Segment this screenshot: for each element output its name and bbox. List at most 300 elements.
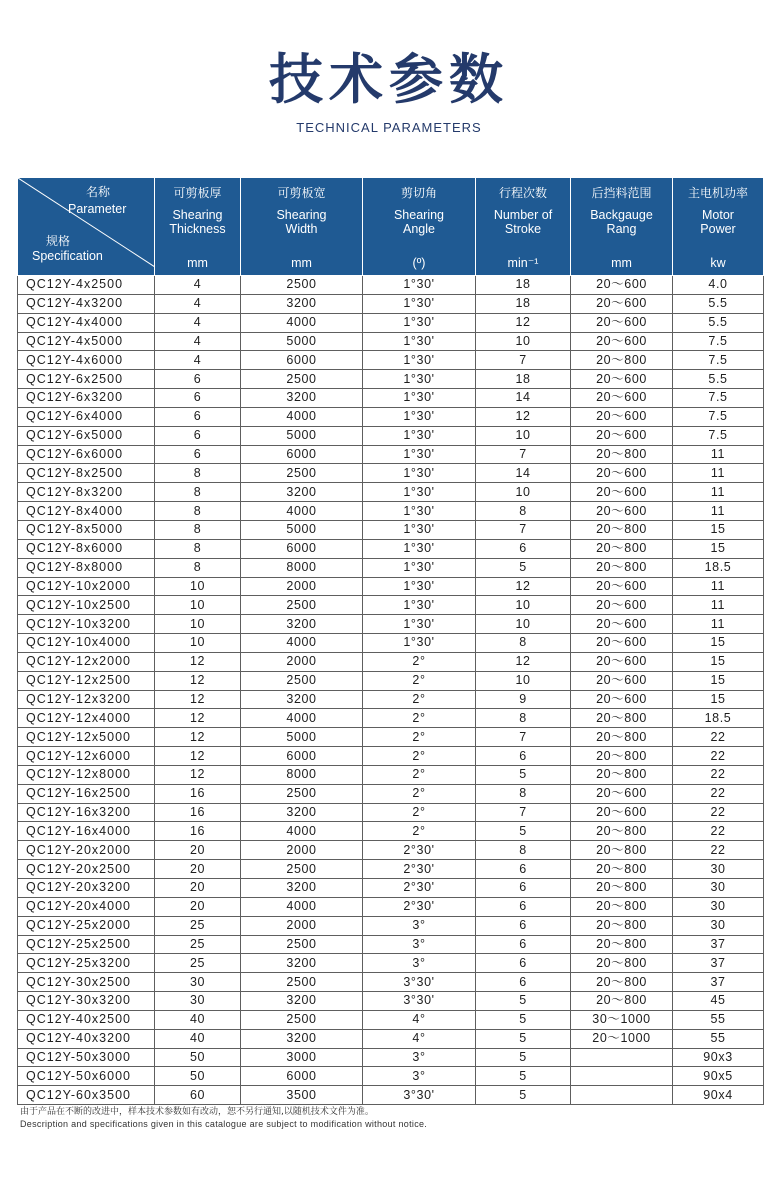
table-row	[18, 558, 764, 577]
width-cell: 2500	[241, 1010, 363, 1029]
width-cell: 3200	[241, 954, 363, 973]
table-row	[18, 502, 764, 521]
table-row	[18, 765, 764, 784]
width-cell: 2500	[241, 596, 363, 615]
angle-cell: 1°30'	[363, 332, 476, 351]
header-parameter-en: Parameter	[68, 202, 127, 216]
backgauge-cell: 20～600	[571, 577, 673, 596]
thickness-cell: 4	[155, 294, 241, 313]
header-label-cn: 行程次数	[498, 186, 547, 200]
stroke-cell: 7	[476, 445, 571, 464]
table-row	[18, 709, 764, 728]
angle-cell: 2°	[363, 784, 476, 803]
thickness-cell: 16	[155, 803, 241, 822]
angle-cell: 2°30'	[363, 841, 476, 860]
header-label-cn: 主电机功率	[687, 186, 748, 200]
angle-cell: 2°	[363, 652, 476, 671]
power-cell: 18.5	[673, 558, 764, 577]
model-cell: QC12Y-40x3200	[18, 1029, 155, 1048]
table-row	[18, 577, 764, 596]
backgauge-cell: 20～600	[571, 784, 673, 803]
power-cell: 37	[673, 973, 764, 992]
thickness-cell: 25	[155, 916, 241, 935]
table-row	[18, 483, 764, 502]
model-cell: QC12Y-8x3200	[18, 483, 155, 502]
thickness-cell: 6	[155, 370, 241, 389]
thickness-cell: 12	[155, 709, 241, 728]
stroke-cell: 10	[476, 671, 571, 690]
model-cell: QC12Y-50x3000	[18, 1048, 155, 1067]
table-row	[18, 803, 764, 822]
stroke-cell: 12	[476, 652, 571, 671]
thickness-cell: 8	[155, 558, 241, 577]
table-row	[18, 860, 764, 879]
header-unit: mm	[187, 256, 208, 270]
backgauge-cell	[571, 1067, 673, 1086]
stroke-cell: 6	[476, 879, 571, 898]
model-cell: QC12Y-10x3200	[18, 615, 155, 634]
thickness-cell: 50	[155, 1067, 241, 1086]
stroke-cell: 5	[476, 1067, 571, 1086]
table-row	[18, 954, 764, 973]
angle-cell: 3°30'	[363, 1086, 476, 1105]
thickness-cell: 16	[155, 822, 241, 841]
width-cell: 2000	[241, 577, 363, 596]
header-motor-power	[673, 178, 764, 276]
header-label-cn: 剪切角	[400, 186, 437, 200]
backgauge-cell: 20～600	[571, 464, 673, 483]
width-cell: 2500	[241, 784, 363, 803]
table-row	[18, 1086, 764, 1105]
power-cell: 30	[673, 916, 764, 935]
power-cell: 5.5	[673, 294, 764, 313]
backgauge-cell	[571, 1048, 673, 1067]
table-body	[18, 276, 764, 1105]
width-cell: 2500	[241, 276, 363, 295]
model-cell: QC12Y-10x4000	[18, 634, 155, 653]
table-row	[18, 690, 764, 709]
power-cell: 22	[673, 784, 764, 803]
thickness-cell: 12	[155, 747, 241, 766]
thickness-cell: 20	[155, 897, 241, 916]
width-cell: 8000	[241, 765, 363, 784]
angle-cell: 2°	[363, 728, 476, 747]
thickness-cell: 8	[155, 483, 241, 502]
power-cell: 11	[673, 483, 764, 502]
power-cell: 4.0	[673, 276, 764, 295]
backgauge-cell: 20～800	[571, 520, 673, 539]
width-cell: 2500	[241, 370, 363, 389]
table-row	[18, 879, 764, 898]
model-cell: QC12Y-6x3200	[18, 389, 155, 408]
stroke-cell: 14	[476, 464, 571, 483]
model-cell: QC12Y-16x3200	[18, 803, 155, 822]
thickness-cell: 40	[155, 1010, 241, 1029]
model-cell: QC12Y-6x6000	[18, 445, 155, 464]
width-cell: 4000	[241, 502, 363, 521]
width-cell: 3200	[241, 992, 363, 1011]
angle-cell: 2°30'	[363, 897, 476, 916]
power-cell: 22	[673, 728, 764, 747]
table-row	[18, 747, 764, 766]
table-row	[18, 652, 764, 671]
stroke-cell: 7	[476, 803, 571, 822]
power-cell: 22	[673, 747, 764, 766]
backgauge-cell: 20～600	[571, 803, 673, 822]
backgauge-cell: 20～800	[571, 935, 673, 954]
angle-cell: 1°30'	[363, 596, 476, 615]
model-cell: QC12Y-25x2500	[18, 935, 155, 954]
stroke-cell: 5	[476, 822, 571, 841]
power-cell: 37	[673, 935, 764, 954]
table-header-row	[18, 178, 764, 276]
angle-cell: 1°30'	[363, 558, 476, 577]
page-subtitle: TECHNICAL PARAMETERS	[296, 120, 482, 135]
thickness-cell: 6	[155, 426, 241, 445]
stroke-cell: 18	[476, 370, 571, 389]
model-cell: QC12Y-30x3200	[18, 992, 155, 1011]
thickness-cell: 10	[155, 615, 241, 634]
header-shearing-width	[241, 178, 363, 276]
table-row	[18, 992, 764, 1011]
technical-parameters-table-wrap	[17, 177, 763, 1105]
stroke-cell: 10	[476, 483, 571, 502]
angle-cell: 3°30'	[363, 973, 476, 992]
model-cell: QC12Y-20x2500	[18, 860, 155, 879]
stroke-cell: 6	[476, 747, 571, 766]
thickness-cell: 12	[155, 652, 241, 671]
width-cell: 3200	[241, 294, 363, 313]
angle-cell: 3°	[363, 935, 476, 954]
disclaimer-cn: 由于产品在不断的改进中，样本技术参数如有改动，恕不另行通知,以随机技术文件为准。	[20, 1107, 374, 1117]
model-cell: QC12Y-8x2500	[18, 464, 155, 483]
power-cell: 30	[673, 860, 764, 879]
backgauge-cell: 20～800	[571, 916, 673, 935]
table-row	[18, 728, 764, 747]
table-row	[18, 464, 764, 483]
backgauge-cell: 20～800	[571, 445, 673, 464]
angle-cell: 1°30'	[363, 445, 476, 464]
width-cell: 4000	[241, 822, 363, 841]
angle-cell: 1°30'	[363, 577, 476, 596]
header-label-en: Motor Power	[700, 208, 736, 236]
table-row	[18, 1048, 764, 1067]
power-cell: 22	[673, 841, 764, 860]
stroke-cell: 6	[476, 539, 571, 558]
header-unit: mm	[291, 256, 312, 270]
thickness-cell: 8	[155, 520, 241, 539]
header-label-en: Shearing Width	[276, 208, 327, 236]
stroke-cell: 5	[476, 992, 571, 1011]
model-cell: QC12Y-12x6000	[18, 747, 155, 766]
thickness-cell: 4	[155, 332, 241, 351]
power-cell: 15	[673, 671, 764, 690]
model-cell: QC12Y-8x8000	[18, 558, 155, 577]
thickness-cell: 20	[155, 860, 241, 879]
power-cell: 22	[673, 803, 764, 822]
stroke-cell: 6	[476, 916, 571, 935]
thickness-cell: 6	[155, 407, 241, 426]
model-cell: QC12Y-12x4000	[18, 709, 155, 728]
header-unit: min⁻¹	[507, 256, 539, 270]
width-cell: 2500	[241, 860, 363, 879]
backgauge-cell: 20～600	[571, 615, 673, 634]
backgauge-cell: 20～600	[571, 389, 673, 408]
table-row	[18, 1010, 764, 1029]
technical-parameters-table	[17, 177, 764, 1105]
power-cell: 37	[673, 954, 764, 973]
width-cell: 6000	[241, 351, 363, 370]
thickness-cell: 12	[155, 671, 241, 690]
model-cell: QC12Y-12x3200	[18, 690, 155, 709]
header-label-en: Shearing Thickness	[169, 208, 226, 236]
thickness-cell: 20	[155, 879, 241, 898]
table-row	[18, 1067, 764, 1086]
stroke-cell: 5	[476, 1029, 571, 1048]
page-title: 技术参数	[269, 48, 509, 111]
backgauge-cell: 20～600	[571, 502, 673, 521]
power-cell: 15	[673, 690, 764, 709]
angle-cell: 3°	[363, 1067, 476, 1086]
table-row	[18, 445, 764, 464]
model-cell: QC12Y-8x6000	[18, 539, 155, 558]
header-label-en: Backgauge Rang	[590, 208, 653, 236]
thickness-cell: 40	[155, 1029, 241, 1048]
table-row	[18, 634, 764, 653]
model-cell: QC12Y-40x2500	[18, 1010, 155, 1029]
thickness-cell: 8	[155, 539, 241, 558]
header-unit: kw	[710, 256, 726, 270]
header-number-of-stroke	[476, 178, 571, 276]
stroke-cell: 5	[476, 1010, 571, 1029]
table-row	[18, 897, 764, 916]
width-cell: 6000	[241, 747, 363, 766]
stroke-cell: 10	[476, 596, 571, 615]
power-cell: 11	[673, 596, 764, 615]
power-cell: 55	[673, 1029, 764, 1048]
stroke-cell: 5	[476, 1086, 571, 1105]
model-cell: QC12Y-4x4000	[18, 313, 155, 332]
header-unit: (º)	[412, 256, 426, 270]
backgauge-cell: 20～600	[571, 671, 673, 690]
width-cell: 4000	[241, 313, 363, 332]
table-row	[18, 276, 764, 295]
thickness-cell: 16	[155, 784, 241, 803]
model-cell: QC12Y-12x5000	[18, 728, 155, 747]
width-cell: 3200	[241, 389, 363, 408]
width-cell: 4000	[241, 407, 363, 426]
model-cell: QC12Y-12x2500	[18, 671, 155, 690]
stroke-cell: 10	[476, 615, 571, 634]
power-cell: 18.5	[673, 709, 764, 728]
power-cell: 7.5	[673, 407, 764, 426]
angle-cell: 2°30'	[363, 860, 476, 879]
backgauge-cell: 20～800	[571, 954, 673, 973]
table-row	[18, 539, 764, 558]
model-cell: QC12Y-8x4000	[18, 502, 155, 521]
thickness-cell: 30	[155, 973, 241, 992]
width-cell: 2000	[241, 841, 363, 860]
angle-cell: 2°30'	[363, 879, 476, 898]
backgauge-cell: 20～600	[571, 652, 673, 671]
stroke-cell: 9	[476, 690, 571, 709]
angle-cell: 1°30'	[363, 351, 476, 370]
backgauge-cell: 20～800	[571, 747, 673, 766]
backgauge-cell: 20～600	[571, 407, 673, 426]
thickness-cell: 20	[155, 841, 241, 860]
angle-cell: 2°	[363, 747, 476, 766]
backgauge-cell: 20～600	[571, 426, 673, 445]
angle-cell: 2°	[363, 690, 476, 709]
power-cell: 5.5	[673, 370, 764, 389]
header-backgauge-rang	[571, 178, 673, 276]
power-cell: 15	[673, 634, 764, 653]
thickness-cell: 10	[155, 577, 241, 596]
backgauge-cell: 20～600	[571, 294, 673, 313]
table-row	[18, 294, 764, 313]
power-cell: 11	[673, 615, 764, 634]
angle-cell: 1°30'	[363, 634, 476, 653]
thickness-cell: 10	[155, 634, 241, 653]
table-row	[18, 407, 764, 426]
header-label-en: Shearing Angle	[393, 208, 445, 236]
stroke-cell: 6	[476, 860, 571, 879]
power-cell: 5.5	[673, 313, 764, 332]
angle-cell: 3°30'	[363, 992, 476, 1011]
width-cell: 2000	[241, 916, 363, 935]
stroke-cell: 8	[476, 634, 571, 653]
angle-cell: 1°30'	[363, 313, 476, 332]
model-cell: QC12Y-4x2500	[18, 276, 155, 295]
model-cell: QC12Y-12x2000	[18, 652, 155, 671]
table-row	[18, 935, 764, 954]
power-cell: 7.5	[673, 332, 764, 351]
stroke-cell: 7	[476, 728, 571, 747]
power-cell: 11	[673, 577, 764, 596]
header-label-cn: 可剪板厚	[173, 186, 222, 200]
table-row	[18, 916, 764, 935]
table-row	[18, 596, 764, 615]
width-cell: 4000	[241, 634, 363, 653]
width-cell: 8000	[241, 558, 363, 577]
angle-cell: 1°30'	[363, 483, 476, 502]
stroke-cell: 6	[476, 935, 571, 954]
angle-cell: 1°30'	[363, 294, 476, 313]
width-cell: 2500	[241, 671, 363, 690]
power-cell: 90x5	[673, 1067, 764, 1086]
table-row	[18, 313, 764, 332]
angle-cell: 1°30'	[363, 407, 476, 426]
stroke-cell: 8	[476, 502, 571, 521]
power-cell: 55	[673, 1010, 764, 1029]
angle-cell: 2°	[363, 709, 476, 728]
width-cell: 3200	[241, 690, 363, 709]
backgauge-cell: 20～600	[571, 634, 673, 653]
power-cell: 22	[673, 765, 764, 784]
model-cell: QC12Y-8x5000	[18, 520, 155, 539]
angle-cell: 2°	[363, 803, 476, 822]
angle-cell: 2°	[363, 765, 476, 784]
power-cell: 7.5	[673, 426, 764, 445]
width-cell: 3200	[241, 803, 363, 822]
backgauge-cell: 20～1000	[571, 1029, 673, 1048]
power-cell: 15	[673, 652, 764, 671]
table-row	[18, 520, 764, 539]
model-cell: QC12Y-6x5000	[18, 426, 155, 445]
stroke-cell: 7	[476, 351, 571, 370]
power-cell: 30	[673, 879, 764, 898]
angle-cell: 1°30'	[363, 520, 476, 539]
stroke-cell: 12	[476, 407, 571, 426]
power-cell: 30	[673, 897, 764, 916]
width-cell: 5000	[241, 426, 363, 445]
thickness-cell: 12	[155, 690, 241, 709]
power-cell: 11	[673, 464, 764, 483]
model-cell: QC12Y-4x5000	[18, 332, 155, 351]
model-cell: QC12Y-50x6000	[18, 1067, 155, 1086]
backgauge-cell: 20～800	[571, 841, 673, 860]
backgauge-cell: 20～800	[571, 728, 673, 747]
power-cell: 11	[673, 445, 764, 464]
model-cell: QC12Y-20x2000	[18, 841, 155, 860]
backgauge-cell: 20～600	[571, 332, 673, 351]
power-cell: 15	[673, 520, 764, 539]
backgauge-cell: 20～600	[571, 276, 673, 295]
stroke-cell: 10	[476, 332, 571, 351]
stroke-cell: 12	[476, 313, 571, 332]
width-cell: 6000	[241, 445, 363, 464]
model-cell: QC12Y-30x2500	[18, 973, 155, 992]
thickness-cell: 25	[155, 954, 241, 973]
angle-cell: 3°	[363, 916, 476, 935]
power-cell: 7.5	[673, 389, 764, 408]
thickness-cell: 6	[155, 389, 241, 408]
model-cell: QC12Y-20x4000	[18, 897, 155, 916]
width-cell: 3200	[241, 1029, 363, 1048]
thickness-cell: 30	[155, 992, 241, 1011]
backgauge-cell: 20～800	[571, 897, 673, 916]
power-cell: 90x3	[673, 1048, 764, 1067]
header-spec-en: Specification	[32, 249, 103, 263]
header-corner-cell	[18, 178, 155, 276]
stroke-cell: 14	[476, 389, 571, 408]
header-name-cn: 名称	[86, 185, 111, 199]
angle-cell: 3°	[363, 954, 476, 973]
stroke-cell: 5	[476, 765, 571, 784]
thickness-cell: 8	[155, 502, 241, 521]
angle-cell: 1°30'	[363, 539, 476, 558]
header-label-cn: 可剪板宽	[277, 186, 326, 200]
stroke-cell: 18	[476, 276, 571, 295]
backgauge-cell: 20～800	[571, 822, 673, 841]
backgauge-cell: 20～800	[571, 992, 673, 1011]
thickness-cell: 25	[155, 935, 241, 954]
width-cell: 2000	[241, 652, 363, 671]
angle-cell: 1°30'	[363, 389, 476, 408]
table-row	[18, 351, 764, 370]
angle-cell: 3°	[363, 1048, 476, 1067]
thickness-cell: 12	[155, 728, 241, 747]
model-cell: QC12Y-16x2500	[18, 784, 155, 803]
backgauge-cell: 20～800	[571, 973, 673, 992]
stroke-cell: 18	[476, 294, 571, 313]
angle-cell: 2°	[363, 822, 476, 841]
table-row	[18, 973, 764, 992]
angle-cell: 1°30'	[363, 426, 476, 445]
model-cell: QC12Y-10x2000	[18, 577, 155, 596]
angle-cell: 1°30'	[363, 615, 476, 634]
header-spec-cn: 规格	[46, 234, 71, 248]
